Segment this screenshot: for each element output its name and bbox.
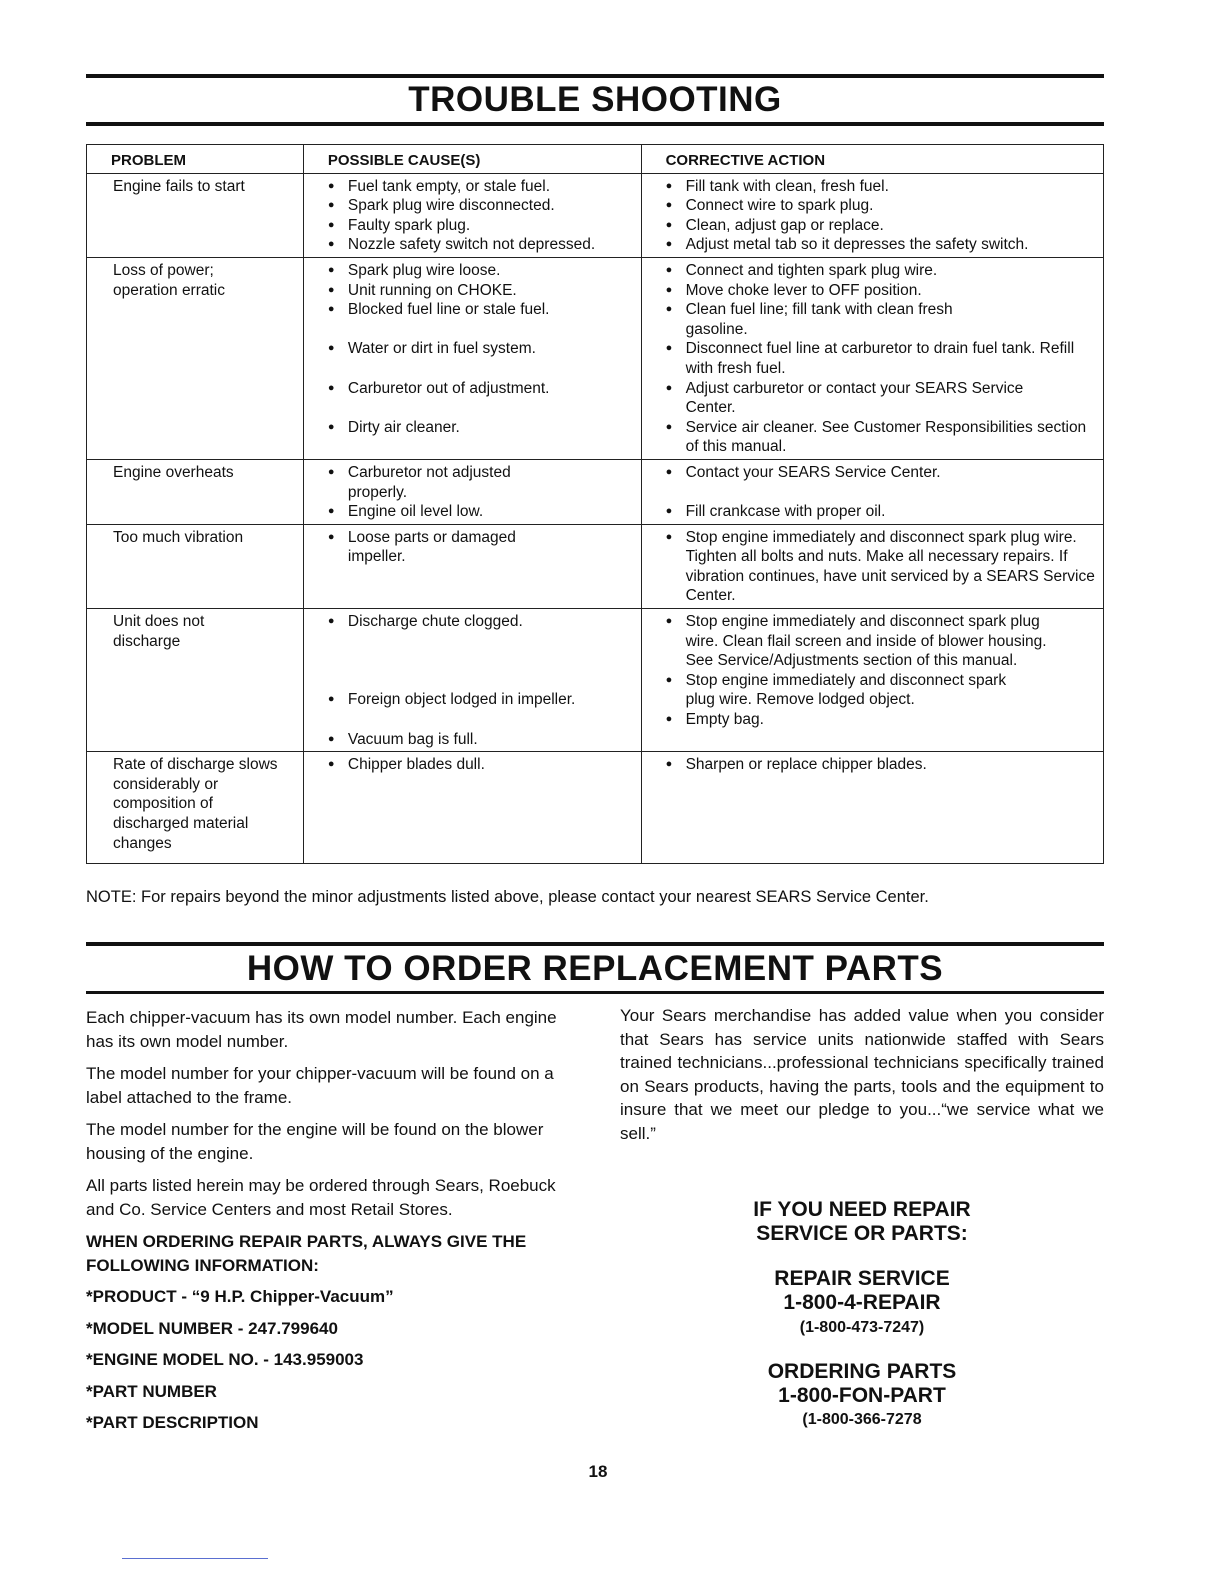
causes-cell	[303, 752, 641, 864]
action-item: ● Contact your SEARS Service Center.	[666, 463, 1099, 483]
table-row	[87, 752, 1104, 864]
header-problem: PROBLEM	[87, 145, 304, 174]
causes-cell	[303, 459, 641, 524]
causes-cell	[303, 609, 641, 752]
repair-service-phone: 1-800-4-REPAIR	[783, 1291, 941, 1314]
action-item: ● Move choke lever to OFF position.	[666, 281, 1099, 301]
page-number: 18	[588, 1462, 608, 1481]
actions-cell	[641, 257, 1103, 459]
cause-item: ● Faulty spark plug.	[328, 216, 637, 236]
actions-cell	[641, 752, 1103, 864]
ordering-parts-title: ORDERING PARTS	[767, 1360, 957, 1383]
action-item: ● Clean fuel line; fill tank with clean fresh gasoline.	[666, 300, 1099, 339]
cause-item: ● Engine oil level low.	[328, 502, 637, 522]
header-causes: POSSIBLE CAUSE(S)	[303, 145, 641, 174]
trouble-table	[86, 144, 1104, 864]
action-item: ● Adjust carburetor or contact your SEARS Service Center.	[666, 379, 1099, 418]
ordering-parts-phone: 1-800-FON-PART	[778, 1384, 946, 1407]
cause-item: ● Spark plug wire loose.	[328, 261, 637, 281]
ordering-instruction: WHEN ORDERING REPAIR PARTS, ALWAYS GIVE THE FOLLOWING INFORMATION:	[86, 1232, 527, 1275]
repair-note: NOTE: For repairs beyond the minor adjustments listed above, please contact your nearest SEARS Service Center.	[86, 888, 929, 906]
actions-cell	[641, 609, 1103, 752]
table-row	[87, 524, 1104, 608]
order-paragraph: The model number for the engine will be found on the blower housing of the engine.	[86, 1120, 544, 1163]
problem-cell: Unit does not discharge	[87, 609, 304, 752]
order-paragraph: Each chipper-vacuum has its own model number. Each engine has its own model number.	[86, 1008, 557, 1051]
order-title-underline	[86, 991, 1104, 994]
repair-service-title: REPAIR SERVICE	[774, 1267, 950, 1290]
ordering-parts-digits: (1-800-366-7278	[802, 1411, 922, 1428]
action-item: ● Stop engine immediately and disconnect spark plug wire. Clean flail screen and inside of blower housing. See Service/Adjustments section of this manual.	[666, 612, 1099, 671]
cause-item: ● Blocked fuel line or stale fuel.	[328, 300, 637, 320]
problem-cell: Engine fails to start	[87, 173, 304, 257]
title-underline	[86, 122, 1104, 126]
problem-cell: Engine overheats	[87, 459, 304, 524]
cause-item: ● Dirty air cleaner.	[328, 418, 637, 438]
action-item: ● Adjust metal tab so it depresses the safety switch.	[666, 235, 1099, 255]
action-item: ● Fill crankcase with proper oil.	[666, 502, 1099, 522]
cause-item: ● Water or dirt in fuel system.	[328, 339, 637, 359]
part-number-line: *PART NUMBER	[86, 1381, 217, 1401]
causes-cell	[303, 524, 641, 608]
order-paragraph: The model number for your chipper-vacuum will be found on a label attached to the frame.	[86, 1064, 554, 1107]
causes-cell	[303, 173, 641, 257]
cause-item: ● Discharge chute clogged.	[328, 612, 637, 632]
action-item: ● Fill tank with clean, fresh fuel.	[666, 177, 1099, 197]
order-left-column	[86, 1006, 572, 1443]
top-rule	[86, 74, 1104, 78]
scan-edge-line	[122, 1558, 268, 1559]
product-line: *PRODUCT - “9 H.P. Chipper-Vacuum”	[86, 1287, 394, 1306]
actions-cell	[641, 524, 1103, 608]
cause-item: ● Chipper blades dull.	[328, 755, 637, 775]
problem-cell: Too much vibration	[87, 524, 304, 608]
need-repair-heading-1: IF YOU NEED REPAIR	[753, 1198, 971, 1221]
action-item: ● Service air cleaner. See Customer Responsibilities section of this manual.	[666, 418, 1099, 457]
cause-item: ● Nozzle safety switch not depressed.	[328, 235, 637, 255]
order-title: HOW TO ORDER REPLACEMENT PARTS	[246, 949, 944, 988]
cause-item: ● Unit running on CHOKE.	[328, 281, 637, 301]
action-item: ● Disconnect fuel line at carburetor to drain fuel tank. Refill with fresh fuel.	[666, 339, 1099, 378]
sears-value-paragraph: Your Sears merchandise has added value when you consider that Sears has service units nationwide staffed with Sears trained technicians...professional technicians specifically trained on Sears products, having the parts, tools and the equipment to insure that we meet our pledge to you...“we service what we sell.”	[620, 1006, 1104, 1143]
order-top-rule	[86, 942, 1104, 946]
engine-model-line: *ENGINE MODEL NO. - 143.959003	[86, 1350, 364, 1369]
action-item: ● Connect wire to spark plug.	[666, 196, 1099, 216]
table-row	[87, 459, 1104, 524]
cause-item: ● Loose parts or damaged impeller.	[328, 528, 637, 567]
problem-cell: Rate of discharge slows considerably or composition of discharged material changes	[87, 752, 304, 864]
action-item: ● Empty bag.	[666, 710, 1099, 730]
cause-item: ● Carburetor out of adjustment.	[328, 379, 637, 399]
need-repair-heading-2: SERVICE OR PARTS:	[756, 1222, 968, 1245]
table-row	[87, 257, 1104, 459]
actions-cell	[641, 459, 1103, 524]
table-row	[87, 173, 1104, 257]
cause-item: ● Vacuum bag is full.	[328, 730, 637, 750]
order-paragraph: All parts listed herein may be ordered through Sears, Roebuck and Co. Service Centers and most Retail Stores.	[86, 1176, 556, 1219]
action-item: ● Sharpen or replace chipper blades.	[666, 755, 1099, 775]
cause-item: ● Fuel tank empty, or stale fuel.	[328, 177, 637, 197]
model-number-line: *MODEL NUMBER - 247.799640	[86, 1318, 338, 1338]
cause-item: ● Foreign object lodged in impeller.	[328, 690, 637, 710]
action-item: ● Stop engine immediately and disconnect spark plug wire. Tighten all bolts and nuts. Make all necessary repairs. If vibration continues, have unit serviced by a SEARS Service Center.	[666, 528, 1099, 606]
header-action: CORRECTIVE ACTION	[641, 145, 1103, 174]
table-header-row	[87, 145, 1104, 174]
cause-item: ● Spark plug wire disconnected.	[328, 196, 637, 216]
table-row	[87, 609, 1104, 752]
action-item: ● Stop engine immediately and disconnect spark plug wire. Remove lodged object.	[666, 671, 1099, 710]
cause-item: ● Carburetor not adjusted properly.	[328, 463, 637, 502]
part-description-line: *PART DESCRIPTION	[86, 1413, 259, 1432]
trouble-shooting-title: TROUBLE SHOOTING	[408, 80, 782, 119]
actions-cell	[641, 173, 1103, 257]
repair-service-digits: (1-800-473-7247)	[799, 1319, 925, 1336]
problem-cell: Loss of power; operation erratic	[87, 257, 304, 459]
action-item: ● Clean, adjust gap or replace.	[666, 216, 1099, 236]
action-item: ● Connect and tighten spark plug wire.	[666, 261, 1099, 281]
causes-cell	[303, 257, 641, 459]
